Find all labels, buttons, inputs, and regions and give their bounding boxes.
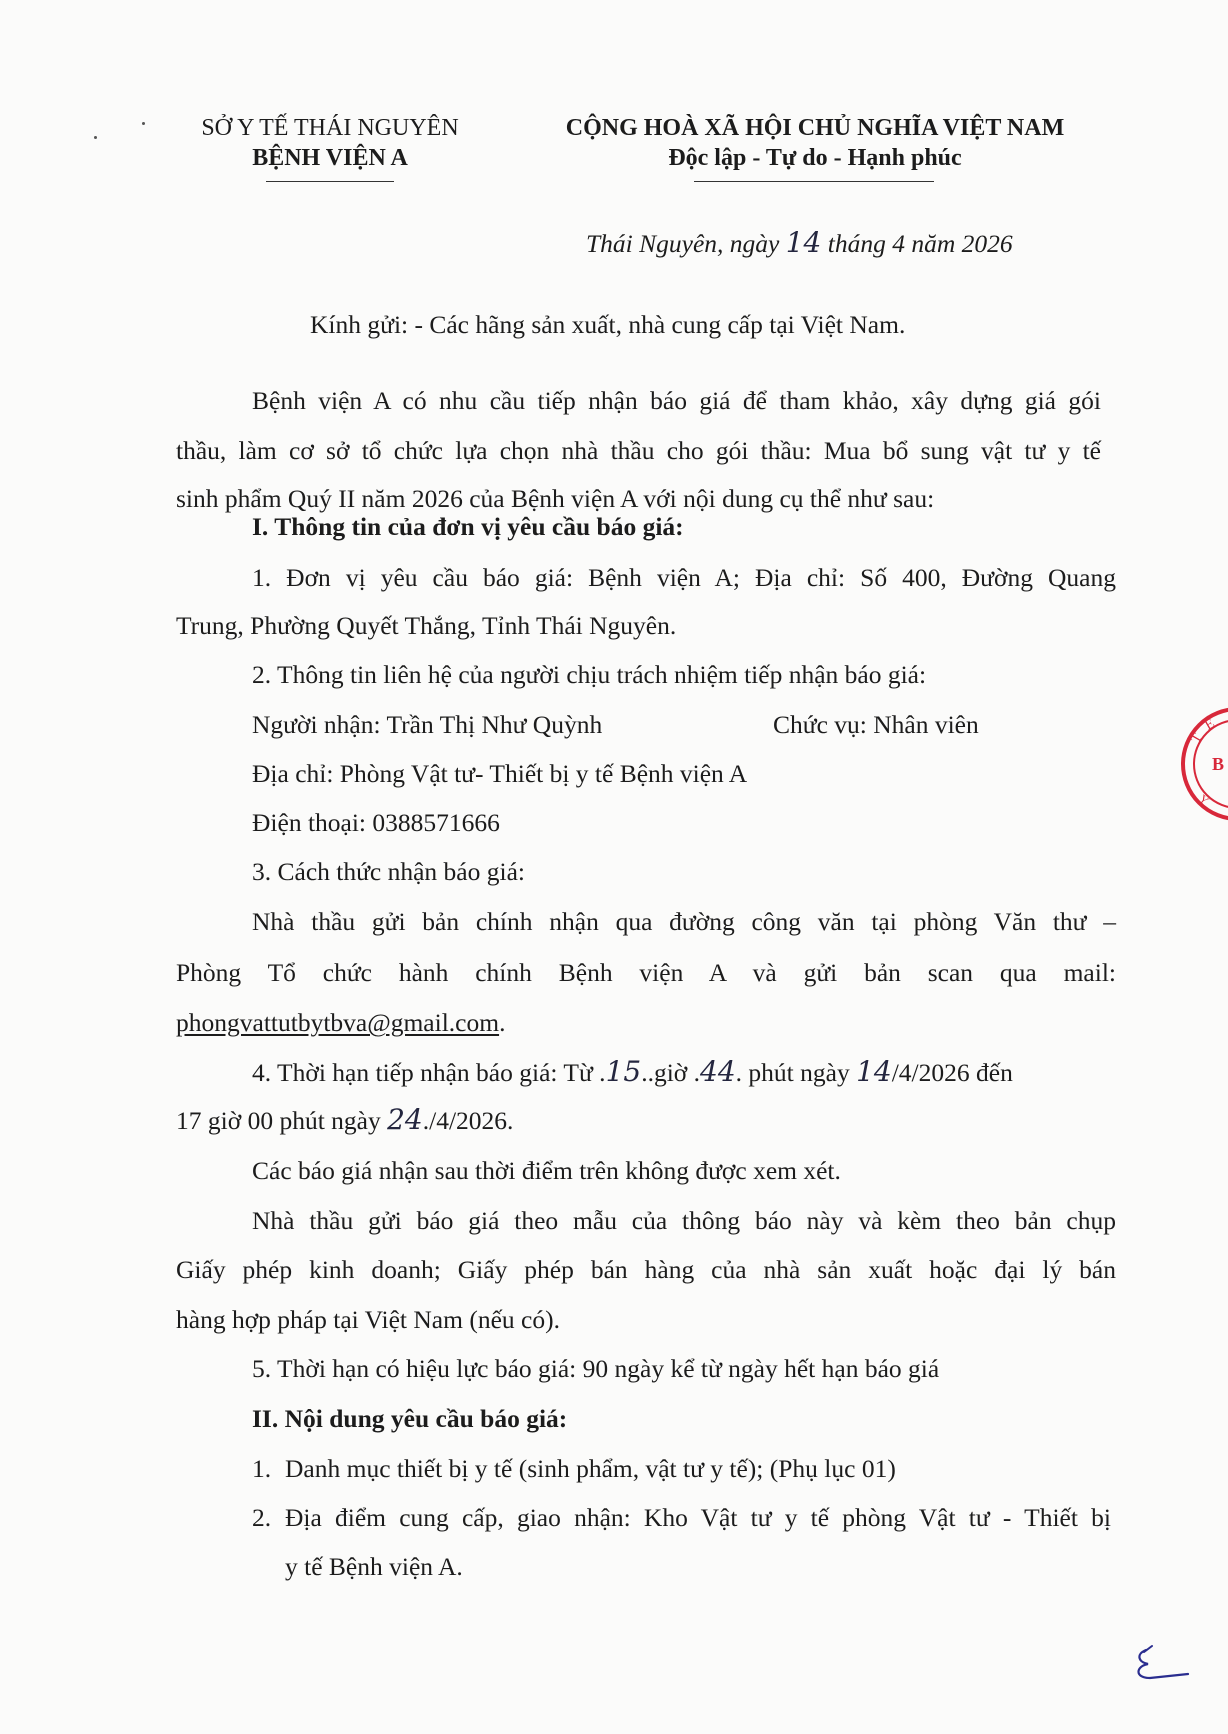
recipient-line: Kính gửi: - Các hãng sản xuất, nhà cung cấp tại Việt Nam. [310,310,906,339]
receiver-phone: Điện thoại: 0388571666 [252,808,500,837]
svg-text:Ế: Ế [1202,716,1218,734]
s1-item4-line2 [176,1104,513,1137]
item4-minute-handwritten: 44 [700,1055,736,1088]
intro-line-1: Bệnh viện A có nhu cầu tiếp nhận báo giá để tham khảo, xây dựng giá gói [252,386,1101,415]
agency-name: SỞ Y TẾ THÁI NGUYÊN [201,115,459,141]
s1-item5: 5. Thời hạn có hiệu lực báo giá: 90 ngày kể từ ngày hết hạn báo giá [252,1354,940,1383]
date-line [586,227,1013,260]
receiver-name: Người nhận: Trần Thị Như Quỳnh [252,710,603,739]
item4-prefix: 4. Thời hạn tiếp nhận báo giá: Từ . [252,1058,606,1087]
scan-speck [94,136,97,139]
receiver-address: Địa chỉ: Phòng Vật tư- Thiết bị y tế Bệnh viện A [252,759,748,788]
date-day-handwritten: 14 [785,226,822,259]
section-2-heading: II. Nội dung yêu cầu báo giá: [252,1404,568,1433]
s1-item3-line2: Phòng Tổ chức hành chính Bệnh viện A và gửi bản scan qua mail: [176,958,1116,987]
s1-item1-line1: 1. Đơn vị yêu cầu báo giá: Bệnh viện A; Địa chỉ: Số 400, Đường Quang [252,563,1116,592]
red-seal-stamp [1178,704,1228,824]
s2-item1: Danh mục thiết bị y tế (sinh phẩm, vật tư y tế); (Phụ lục 01) [285,1454,896,1483]
item4-minute-label: . phút ngày [735,1058,857,1087]
s1-item3-line1: Nhà thầu gửi bản chính nhận qua đường công văn tại phòng Văn thư – [252,907,1116,936]
hospital-name: BỆNH VIỆN A [252,145,408,171]
national-motto: Độc lập - Tự do - Hạnh phúc [668,145,962,171]
item4-end-day-handwritten: 24 [387,1103,423,1136]
s1-item3: 3. Cách thức nhận báo giá: [252,857,525,886]
svg-text:Y: Y [1196,791,1212,808]
s2-item1-number: 1. [252,1454,272,1483]
s2-item2-line2: y tế Bệnh viện A. [285,1552,463,1581]
docs-line-2: Giấy phép kinh doanh; Giấy phép bán hàng của nhà sản xuất hoặc đại lý bán [176,1255,1116,1284]
date-month-year: tháng 4 năm 2026 [821,229,1013,258]
intro-line-3: sinh phẩm Quý II năm 2026 của Bệnh viện A với nội dung cụ thể như sau: [176,484,935,513]
email-line [176,1007,505,1039]
svg-text:B: B [1212,754,1225,774]
section-1-heading: I. Thông tin của đơn vị yêu cầu báo giá: [252,512,684,541]
svg-text:T: T [1188,731,1206,746]
s1-item4-line1 [252,1056,1013,1089]
intro-line-2: thầu, làm cơ sở tổ chức lựa chọn nhà thầu cho gói thầu: Mua bổ sung vật tư y tế [176,436,1101,465]
item4-end-suffix: ./4/2026. [422,1106,514,1135]
docs-line-3: hàng hợp pháp tại Việt Nam (nếu có). [176,1305,560,1334]
s1-item1-line2: Trung, Phường Quyết Thắng, Tỉnh Thái Nguyên. [176,611,677,640]
item4-end-prefix: 17 giờ 00 phút ngày [176,1106,388,1135]
item4-hour-label: ..giờ . [641,1058,701,1087]
email-period: . [499,1008,506,1037]
s2-item2-line1: Địa điểm cung cấp, giao nhận: Kho Vật tư y tế phòng Vật tư - Thiết bị [285,1503,1111,1532]
header-left-rule [266,181,394,182]
s2-item2-number: 2. [252,1503,272,1532]
s1-item2: 2. Thông tin liên hệ của người chịu trách nhiệm tiếp nhận báo giá: [252,660,927,689]
initial-signature [1128,1640,1198,1690]
header-right-rule [694,181,934,182]
date-prefix: Thái Nguyên, ngày [586,229,786,258]
nation-title: CỘNG HOÀ XÃ HỘI CHỦ NGHĨA VIỆT NAM [565,115,1065,141]
item4-day-handwritten: 14 [856,1055,892,1088]
item4-date-suffix: /4/2026 đến [891,1058,1013,1087]
docs-line-1: Nhà thầu gửi báo giá theo mẫu của thông báo này và kèm theo bản chụp [252,1206,1116,1235]
late-note: Các báo giá nhận sau thời điểm trên không được xem xét. [252,1156,841,1185]
email-link[interactable]: phongvattutbytbva@gmail.com [176,1008,500,1037]
receiver-position: Chức vụ: Nhân viên [773,710,979,739]
scan-speck [142,122,145,125]
item4-hour-handwritten: 15 [605,1055,642,1088]
